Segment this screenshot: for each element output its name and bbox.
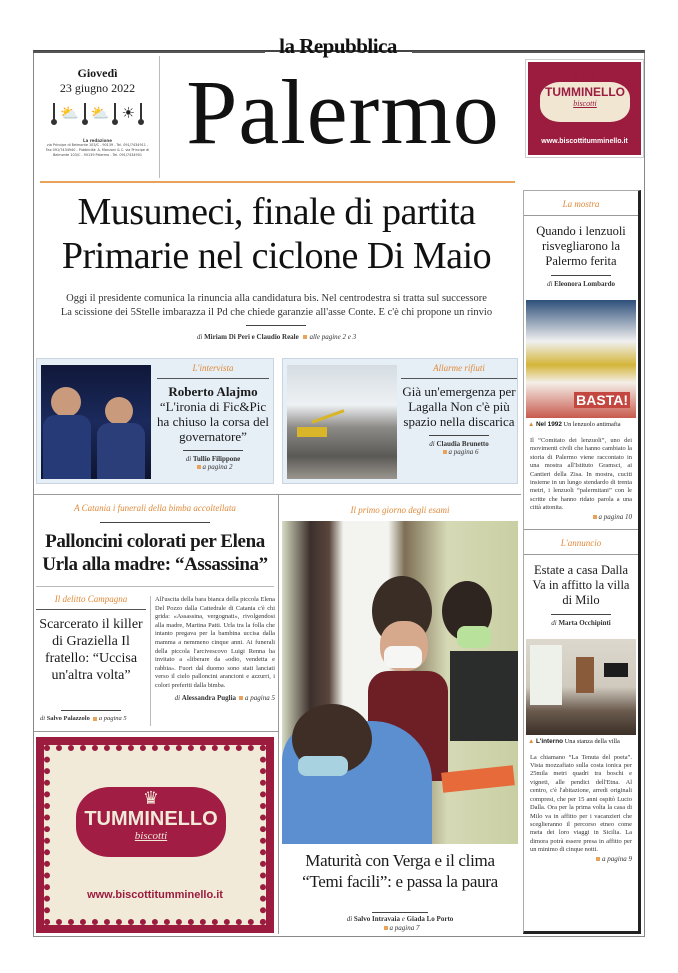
section-divider (33, 494, 521, 495)
sun-icon: ☀ (121, 104, 135, 122)
bullet-icon (303, 335, 307, 339)
thermometer-icon (53, 103, 55, 123)
weather-strip (36, 102, 159, 124)
divider (246, 325, 306, 326)
page-reference[interactable]: a pagina 7 (389, 924, 420, 932)
annuncio-title: Estate a casa Dalla Va in affitto la villa di Milo (532, 562, 630, 607)
waste-title: Già un'emergenza per Lagalla Non c'è più spazio nella discarica (402, 384, 516, 429)
divider (372, 912, 428, 913)
byline-author: Salvo Intravaia (353, 915, 400, 923)
divider (551, 275, 611, 276)
photo-caption (524, 735, 638, 748)
exam-kicker: Il primo giorno degli esami (350, 505, 450, 515)
byline-prefix: di (346, 915, 353, 923)
banner-photo (526, 300, 636, 418)
byline-conj: e (401, 915, 405, 923)
masthead-divider (40, 181, 515, 183)
tv-shape (604, 663, 628, 677)
villa-interior-photo (526, 639, 636, 735)
catania-headline-line-2: Urla alla madre: “Assassina” (42, 554, 268, 575)
byline-prefix: di (40, 715, 46, 722)
annuncio-body: La chiamano “La Tenuta del poeta”. Vista mozzafiato sulla costa ionica per 25mila metri quadri tra boschi e vigneti, alle pendici dell'Etna. Al centro, c'è l'abitazione, arredi originali compresi, che per 15 anni ospitò Lucio Dalla. Ora per la prima volta la casa di Milo va in affitto per i vacanzieri che sceglieranno il percorso etneo come meta dei loro viaggi in Sicilia. La dimora potrà essere presa in affitto per un minimo di cinque notti. (530, 753, 632, 854)
ad-brand: TUMMINELLO (545, 85, 625, 99)
thermometer-icon (114, 103, 116, 123)
byline-author: Alessandra Puglia (181, 693, 237, 702)
masthead-rule (412, 51, 645, 53)
page-reference[interactable]: a pagina 2 (202, 463, 233, 471)
exam-byline (282, 915, 518, 933)
byline-author: Eleonora Lombardo (554, 280, 616, 288)
person-head (105, 397, 133, 425)
partly-cloudy-icon: ⛅ (90, 104, 110, 122)
thermometer-icon (84, 103, 86, 123)
face-mask (457, 626, 491, 648)
exam-headline[interactable] (282, 850, 518, 892)
bullet-icon (384, 926, 388, 930)
divider (61, 710, 121, 711)
photo-caption (524, 418, 638, 431)
dictionary-book (441, 765, 515, 792)
weekday: Giovedì (77, 66, 118, 80)
mostra-title: Quando i lenzuoli risvegliarono la Palermo ferita (536, 224, 626, 268)
divider (183, 450, 243, 451)
thermometer-icon (140, 103, 142, 123)
byline-prefix: di (196, 333, 203, 341)
person-head (51, 387, 81, 417)
byline-author: Tullio Filippone (192, 455, 241, 463)
byline-author: Salvo Palazzolo (46, 715, 90, 722)
mostra-story[interactable] (524, 191, 638, 521)
campagna-story[interactable] (36, 594, 146, 722)
catania-body (155, 596, 275, 702)
masthead-rule (33, 51, 265, 53)
byline-author: Marta Occhipinti (558, 618, 611, 627)
kicker: Allarme rifiuti (433, 363, 485, 373)
byline-prefix: di (551, 618, 557, 627)
caption-bold: L'interno (535, 737, 564, 745)
main-subheadline (33, 292, 520, 320)
bullet-icon (197, 465, 201, 469)
bullet-icon (443, 450, 447, 454)
byline-authors: Miriam Di Peri e Claudio Reale (204, 333, 299, 341)
mostra-body: Il “Comitato dei lenzuoli”, uno dei movimenti civili che hanno cambiato la storia di Palermo viene raccontato in una mostra all'Istituto Gramsci, ai Cantieri della Zisa. In mostra, cuciti insieme in un lungo stendardo di trenta metri, i lenzuoli “palermitani” con le scritte che hanno ridato parola a una città attonita. (530, 437, 632, 512)
ad-brand: TUMMINELLO (84, 808, 218, 830)
main-byline (33, 333, 520, 341)
landfill-photo (287, 365, 397, 479)
excavator-shape (297, 427, 327, 437)
byline (401, 440, 517, 456)
divider (100, 522, 210, 523)
section-divider (33, 731, 278, 732)
page-reference[interactable]: a pagina 9 (602, 854, 632, 863)
caption-text: Un lenzuolo antimafia (563, 421, 621, 428)
divider (36, 609, 146, 610)
byline (524, 619, 638, 627)
catania-headline[interactable] (33, 530, 277, 576)
byline (36, 715, 146, 722)
divider (551, 614, 611, 615)
face-mask (298, 756, 348, 776)
partly-cloudy-icon: ⛅ (60, 104, 79, 122)
ad-subbrand: biscotti (573, 99, 597, 108)
page-reference[interactable]: alle pagine 2 e 3 (309, 333, 357, 341)
catania-kicker: A Catania i funerali della bimba accoltellata (74, 503, 236, 513)
person-body (43, 415, 91, 479)
kicker: La mostra (524, 191, 638, 216)
waste-box[interactable] (282, 358, 518, 484)
bullet-icon (596, 857, 600, 861)
edition-city-title: Palermo (186, 61, 500, 163)
main-headline[interactable] (33, 190, 520, 278)
door-shape (576, 657, 594, 693)
face-mask (384, 646, 422, 668)
date: 23 giugno 2022 (59, 81, 136, 95)
page-reference[interactable]: a pagina 10 (598, 512, 632, 521)
interview-quote: “L'ironia di Fic&Pic ha chiuso la corsa del governatore” (157, 399, 269, 444)
page-ref-line (524, 513, 638, 521)
catania-body-text: All'uscita della bara bianca della piccola Elena Del Pozzo dalla Cattedrale di Catania c'è chi grida: «Assassina, vergognati», rivolgendosi alla madre, Martina Patti. Urla tra la folla che intanto pregava per la bambina uccisa dalla mamma a nemmeno cinque anni. Ai funerali della piccola l'arcivescovo Luigi Renna ha invitato a «liberare da «odio, vendetta e rabbia». Fuori dal duomo sono stati lanciati verso il cielo palloncini arancioni e azzurri, i colori preferiti dalla bimba. (155, 596, 275, 689)
main-headline-line-1: Musumeci, finale di partita (77, 191, 476, 233)
ad-url[interactable]: www.biscottitumminello.it (87, 889, 223, 901)
annuncio-story[interactable] (524, 530, 638, 863)
ad-logo-plaque (540, 74, 630, 122)
editorial-info-title: La redazione (83, 138, 112, 143)
crown-icon: ♛♛♛ (571, 74, 599, 85)
ad-logo-plaque (76, 787, 226, 857)
triangle-icon: ▲ (528, 737, 535, 745)
sidebar (523, 190, 641, 934)
interviewee-name: Roberto Alajmo (168, 384, 258, 399)
byline-prefix: di (546, 280, 553, 288)
caption-text: Una stanza della villa (564, 737, 620, 745)
exam-headline-line-1: Maturità con Verga e il clima (305, 851, 495, 870)
exam-photo[interactable] (282, 521, 518, 844)
column-divider (278, 494, 279, 934)
date-weather-box (36, 56, 160, 178)
byline-prefix: di (429, 440, 435, 448)
newspaper-brand: la Repubblica (279, 34, 397, 58)
bullet-icon (93, 717, 97, 721)
ad-url[interactable]: www.biscottitumminello.it (541, 138, 628, 145)
page-ref-line (524, 855, 638, 863)
byline-prefix: di (174, 693, 181, 702)
kicker: Il delitto Campagna (54, 594, 128, 604)
kicker: L'intervista (192, 363, 234, 373)
exam-headline-line-2: “Temi facili”: e passa la paura (302, 872, 498, 891)
editorial-info (36, 138, 159, 158)
page-reference[interactable]: a pagina 6 (448, 448, 479, 456)
byline (524, 280, 638, 288)
kicker: L'annuncio (524, 530, 638, 555)
divider (401, 378, 517, 379)
main-headline-line-2: Primarie nel ciclone Di Maio (61, 235, 492, 277)
byline (155, 694, 275, 703)
catania-headline-line-1: Palloncini colorati per Elena (45, 531, 265, 552)
interview-photo (41, 365, 151, 479)
ad-subbrand: biscotti (134, 830, 168, 842)
campagna-title: Scarcerato il killer di Graziella Il fratello: “Uccisa un'altra volta” (39, 617, 143, 683)
byline-author: Claudia Brunetto (436, 440, 489, 448)
divider (157, 378, 269, 379)
bullet-icon (239, 696, 243, 700)
byline-prefix: di (185, 455, 192, 463)
divider (429, 435, 489, 436)
ad-border-pattern (44, 745, 266, 925)
main-sub-line-2: La scissione dei 5Stelle imbarazza il Pd che chiede garanzie all'asse Conte. E c'è chi propone un rinvio (60, 307, 493, 318)
divider (36, 586, 274, 587)
byline-author: Giada Lo Porto (406, 915, 454, 923)
byline (157, 455, 269, 471)
page-reference[interactable]: a pagina 5 (98, 715, 127, 722)
advertisement-top[interactable] (526, 60, 643, 157)
crown-icon: ♛ (142, 788, 160, 809)
window-shape (530, 645, 562, 705)
student-body (450, 651, 518, 741)
main-sub-line-1: Oggi il presidente comunica la rinuncia alla candidatura bis. Nel centrodestra si tratta sul successore (66, 293, 487, 304)
page-reference[interactable]: a pagina 5 (245, 693, 275, 702)
interview-box[interactable] (36, 358, 274, 484)
triangle-icon: ▲ (528, 421, 535, 428)
excavator-arm (312, 409, 345, 423)
banner-text: BASTA! (576, 392, 628, 408)
advertisement-bottom[interactable] (36, 737, 274, 933)
column-divider (150, 596, 151, 726)
person-body (97, 423, 145, 479)
editorial-info-text: via Principe di Belmonte 103/C - 90139 - Tel. 091/7434911 - Fax 091/7434940 - Pubblicità: A. Manzoni & C. via Principe di Belmonte 103/C - 90139 Palermo - Tel. 091/7434901 (45, 143, 150, 157)
bullet-icon (593, 515, 597, 519)
caption-bold: Nel 1992 (535, 421, 562, 428)
